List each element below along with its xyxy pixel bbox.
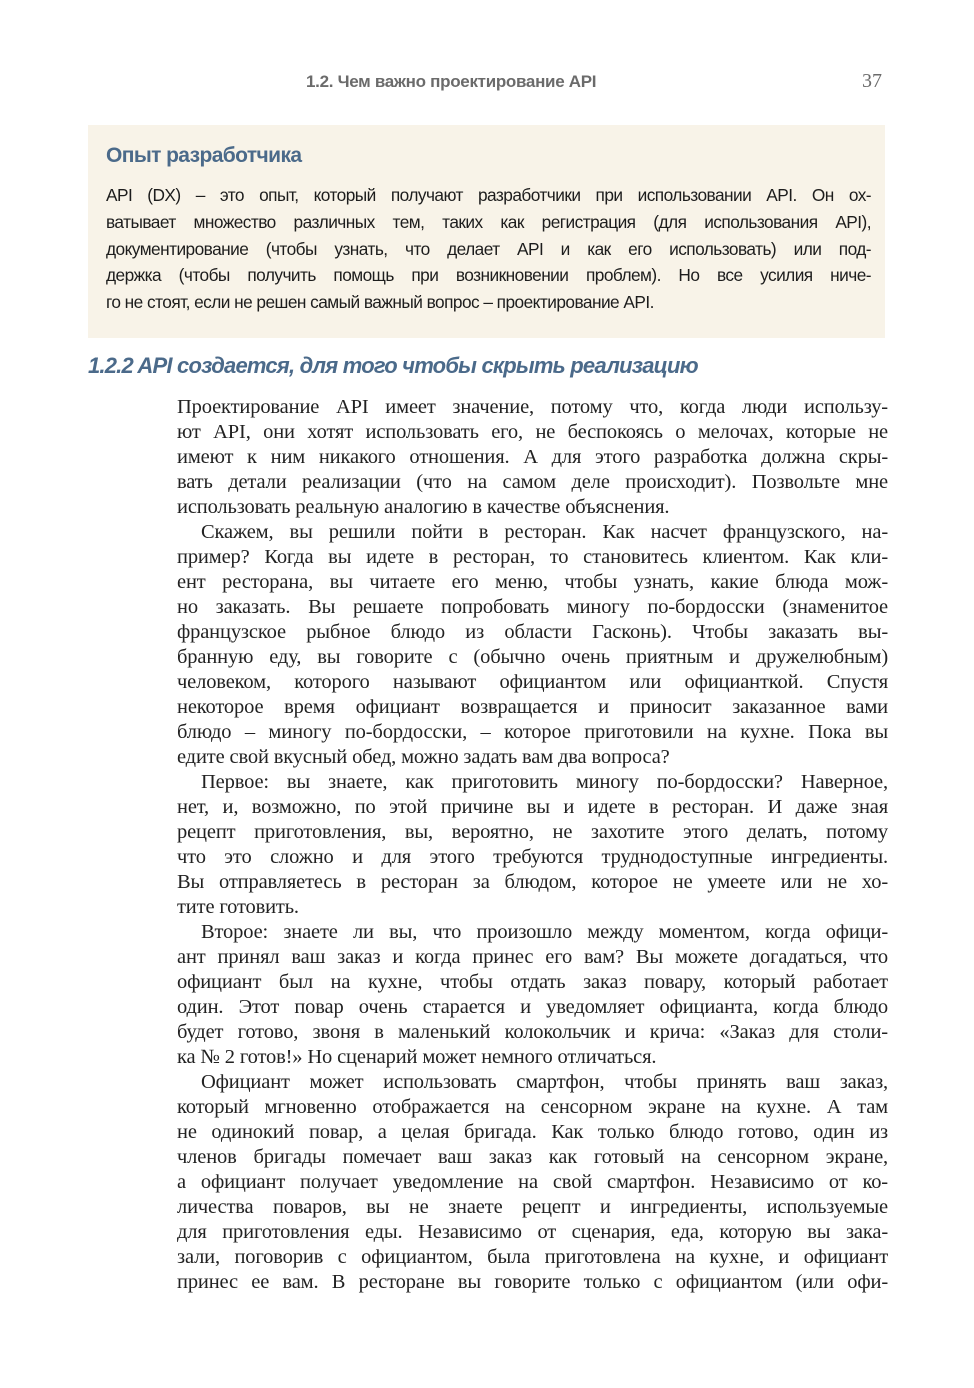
text-line: личества поваров, вы не знаете рецепт и ингредиенты, используемые xyxy=(177,1196,888,1218)
running-title: 1.2. Чем важно проектирование API xyxy=(306,72,597,91)
text-line: который мгновенно отображается на сенсорном экране на кухне. А там xyxy=(177,1096,888,1118)
text-line: блюдо – миногу по-бордосски, – которое приготовили на кухне. Пока вы xyxy=(177,721,888,743)
text-line: Первое: вы знаете, как приготовить миногу по-бордосски? Наверное, xyxy=(201,771,888,793)
text-line: членов бригады помечает ваш заказ как готовый на сенсорном экране, xyxy=(177,1146,888,1168)
text-line: тите готовить. xyxy=(177,896,299,918)
sidebar-line: го не стоят, если не решен самый важный вопрос – проектирование API. xyxy=(106,292,654,313)
text-line: зали, поговорив с официантом, была приготовлена на кухне, и официант xyxy=(177,1246,888,1268)
text-line: принес ее вам. В ресторане вы говорите только с официантом (или офи- xyxy=(177,1271,888,1293)
text-line: будет готово, звоня в маленький колокольчик и крича: «Заказ для столи- xyxy=(177,1021,888,1043)
text-line: а официант получает уведомление на свой смартфон. Независимо от ко- xyxy=(177,1171,888,1193)
sidebar-line: ватывает множество различных тем, таких как регистрация (для использования API), xyxy=(106,211,871,232)
sidebar-line: держка (чтобы получить помощь при возникновении проблем). Но все усилия ниче- xyxy=(106,265,871,286)
text-line: ант принял ваш заказ и когда принес его вам? Вы можете догадаться, что xyxy=(177,946,888,968)
text-line: французское рыбное блюдо из области Гасконь). Чтобы заказать вы- xyxy=(177,621,888,643)
body-text xyxy=(177,395,888,1295)
text-line: ент ресторана, вы читаете его меню, чтобы узнать, какие блюда мож- xyxy=(177,571,888,593)
text-line: Скажем, вы решили пойти в ресторан. Как насчет французского, на- xyxy=(201,521,888,543)
text-line: ка № 2 готов!» Но сценарий может немного отличаться. xyxy=(177,1046,657,1068)
text-line: ют API, они хотят использовать его, не беспокоясь о мелочах, которые не xyxy=(177,421,888,443)
section-heading: 1.2.2 API создается, для того чтобы скрыть реализацию xyxy=(88,353,698,378)
text-line: не одинокий повар, а целая бригада. Как только блюдо готово, один из xyxy=(177,1121,888,1143)
text-line: Официант может использовать смартфон, чтобы принять ваш заказ, xyxy=(201,1071,888,1093)
sidebar-title: Опыт разработчика xyxy=(106,144,302,167)
developer-experience-sidebar xyxy=(88,125,885,338)
text-line: нет, и, возможно, по этой причине вы и идете в ресторан. И даже зная xyxy=(177,796,888,818)
text-line: имеют к ним никакого отношения. А для этого разработка должна скры- xyxy=(177,446,888,468)
text-line: пример? Когда вы идете в ресторан, то становитесь клиентом. Как кли- xyxy=(177,546,888,568)
text-line: Проектирование API имеет значение, потому что, когда люди использу- xyxy=(177,396,888,418)
text-line: бранную еду, вы говорите с (обычно очень приятным и дружелюбным) xyxy=(177,646,888,668)
text-line: официант был на кухне, чтобы отдать заказ повару, который работает xyxy=(177,971,888,993)
text-line: рецепт приготовления, вы, вероятно, не захотите этого делать, потому xyxy=(177,821,888,843)
text-line: едите свой вкусный обед, можно задать вам два вопроса? xyxy=(177,746,670,768)
text-line: некоторое время официант возвращается и приносит заказанное вами xyxy=(177,696,888,718)
sidebar-line: API (DX) – это опыт, который получают разработчики при использовании API. Он ох- xyxy=(106,185,871,205)
text-line: один. Этот повар очень старается и уведомляет официанта, когда блюдо xyxy=(177,996,888,1018)
text-line: Второе: знаете ли вы, что произошло между моментом, когда офици- xyxy=(201,921,888,943)
running-header xyxy=(0,70,974,96)
text-line: для приготовления еды. Независимо от сценария, еда, которую вы зака- xyxy=(177,1221,888,1243)
text-line: но заказать. Вы решаете попробовать миногу по-бордосски (знаменитое xyxy=(177,596,888,618)
sidebar-body xyxy=(106,182,871,316)
text-line: человеком, которого называют официантом или официанткой. Спустя xyxy=(177,671,888,693)
sidebar-line: документирование (чтобы узнать, что делает API и как его использовать) или под- xyxy=(106,238,871,259)
text-line: использовать реальную аналогию в качестве объяснения. xyxy=(177,496,670,518)
page-number: 37 xyxy=(862,70,882,92)
text-line: вать детали реализации (что на самом деле происходит). Позвольте мне xyxy=(177,471,888,493)
text-line: что это сложно и для этого требуются труднодоступные ингредиенты. xyxy=(177,846,888,868)
text-line: Вы отправляетесь в ресторан за блюдом, которое не умеете или не хо- xyxy=(177,871,888,893)
